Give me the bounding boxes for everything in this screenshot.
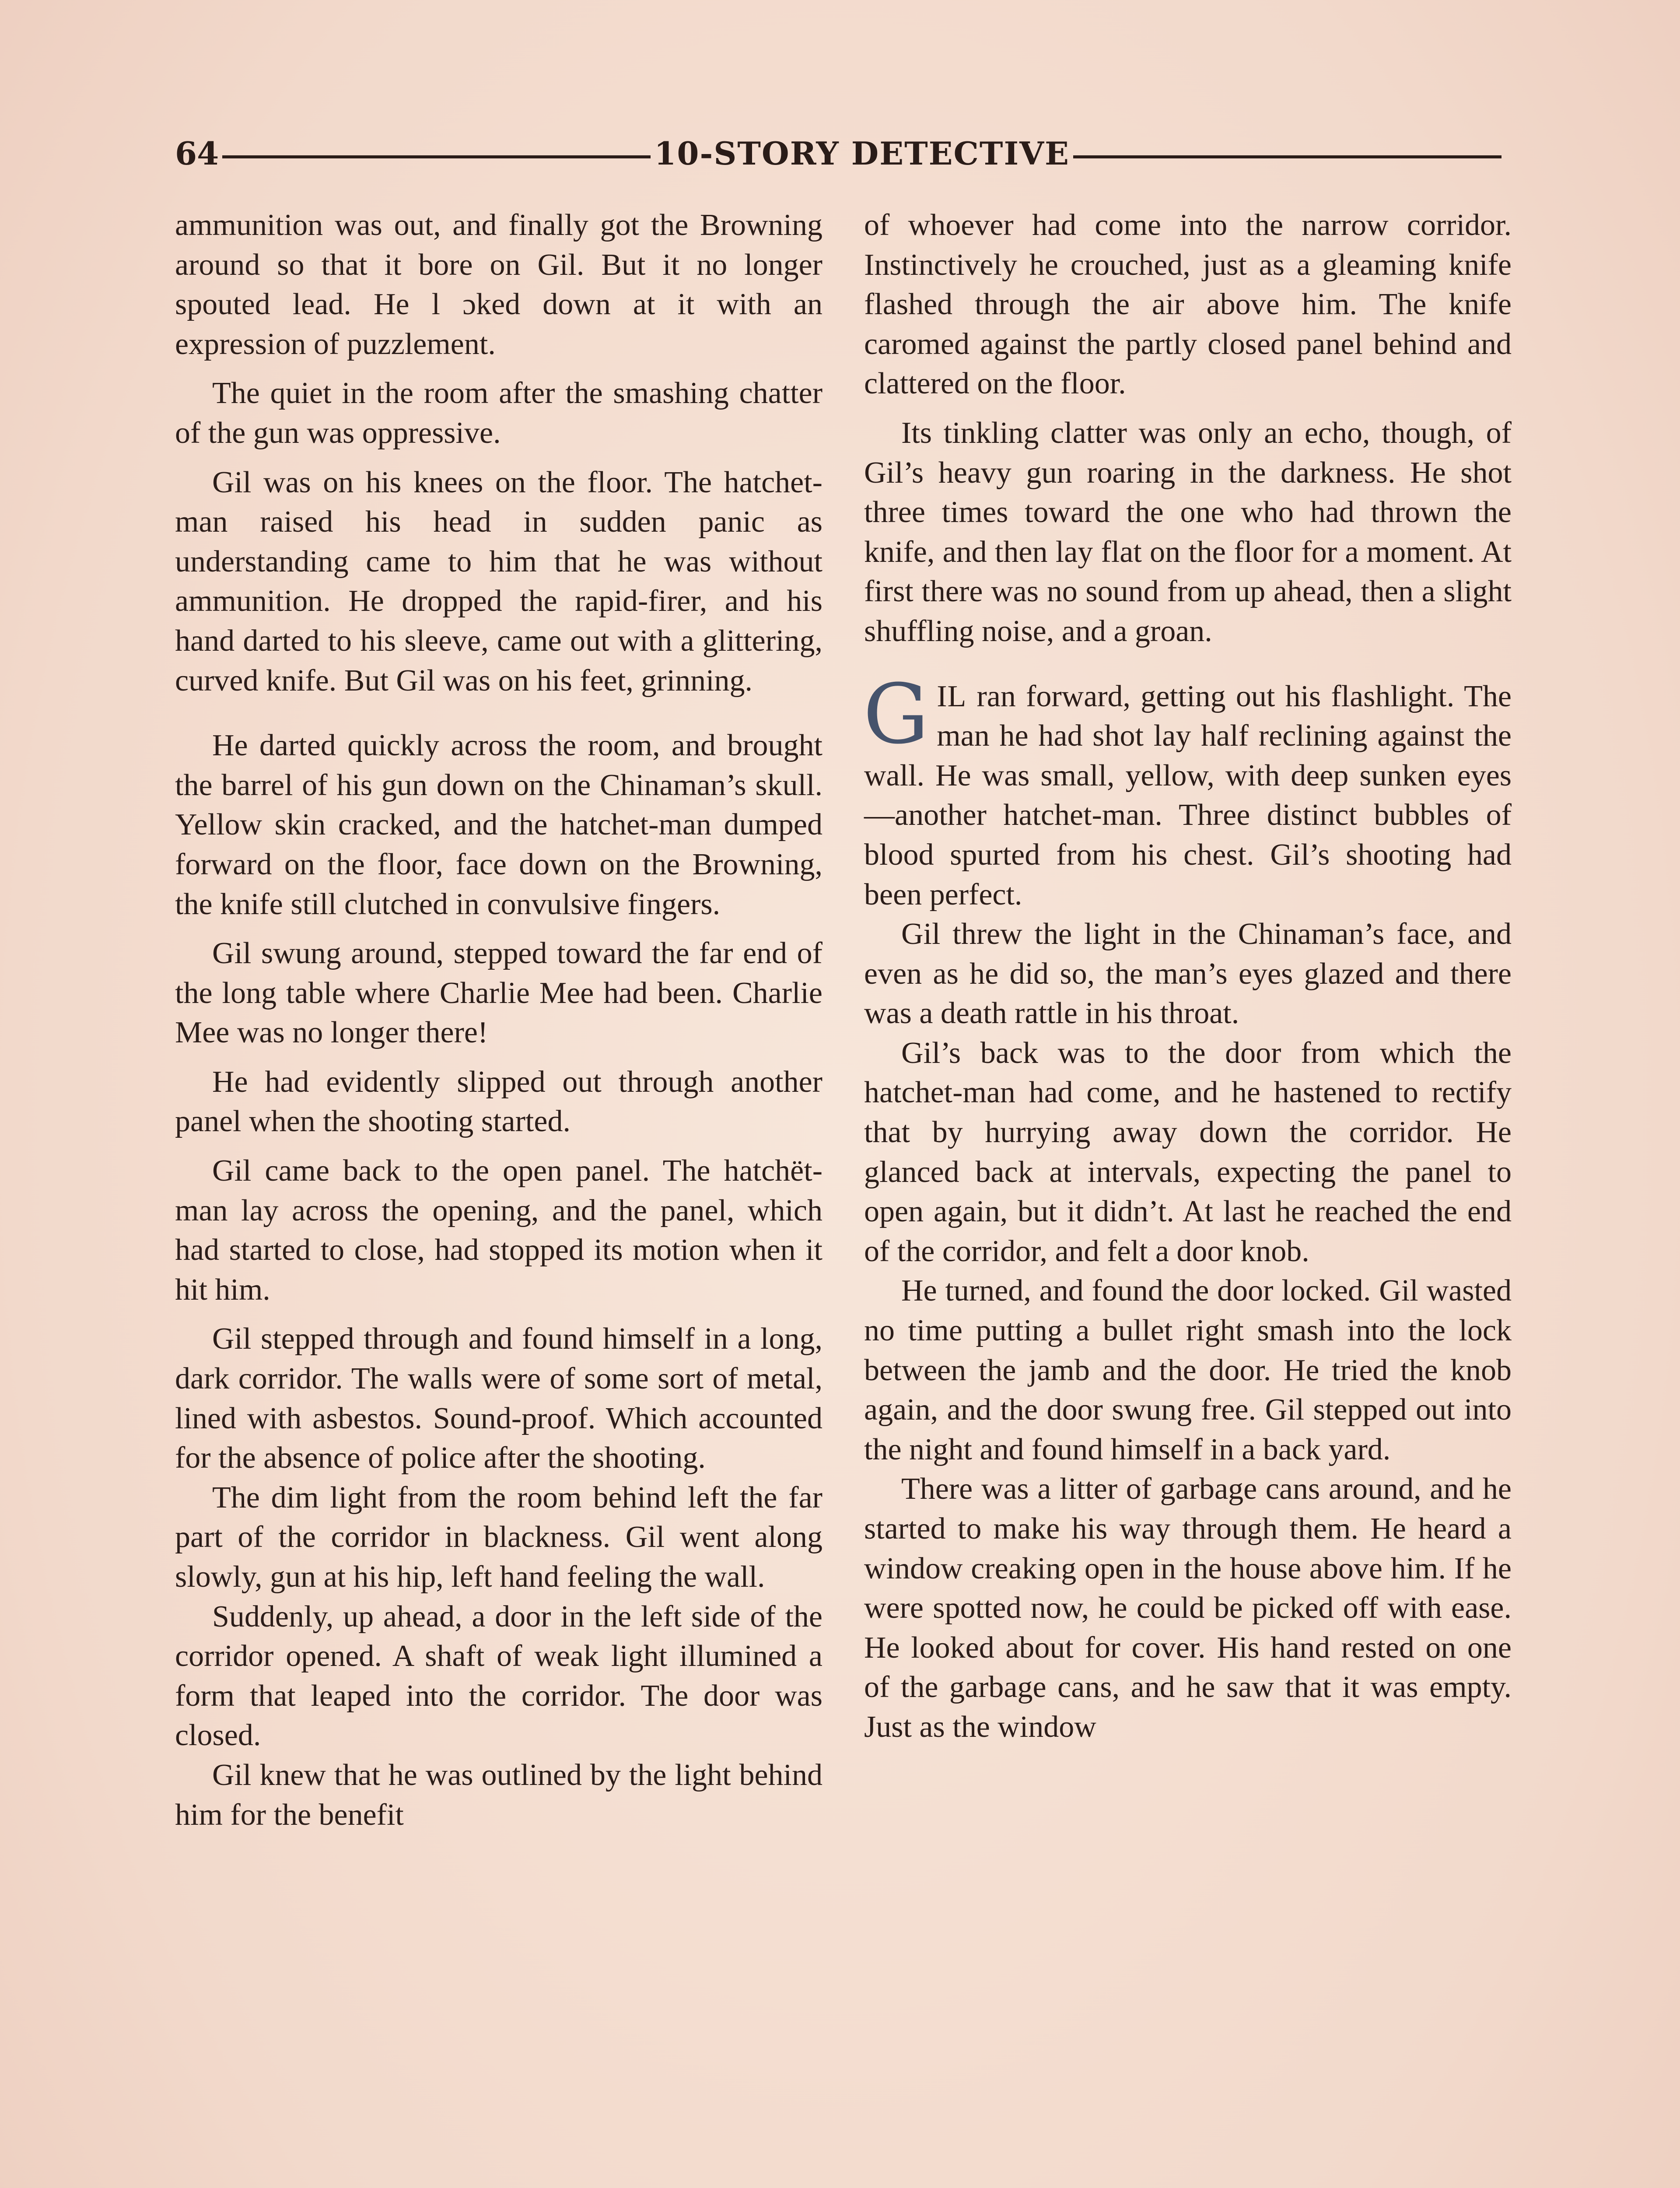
header-rule-right xyxy=(1073,155,1502,158)
section-opening-paragraph xyxy=(863,666,1512,915)
paragraph: The dim light from the room behind left the far part of the corridor in blackness. Gil went along slowly, gun at his hip, left hand feeling the wall. xyxy=(175,1480,822,1594)
paragraph: Its tinkling clatter was only an echo, though, of Gil’s heavy gun roaring in the darkness. He shot three times toward the one who had thrown the knife, and then lay flat on the floor for a moment. At first there was no sound from up ahead, then a slight shuffling noise, and a groan. xyxy=(864,416,1512,648)
header-rule-left xyxy=(222,155,651,158)
paragraph: Gil stepped through and found himself in a long, dark corridor. The walls were of some sort of metal, lined with asbestos. Sound-proof. Which accounted for the absence of police after the shooting. xyxy=(175,1322,822,1475)
left-column xyxy=(175,206,822,1835)
page-number: 64 xyxy=(175,134,219,172)
lead-caps: IL xyxy=(937,679,967,713)
paragraph: Gil swung around, stepped toward the far end of the long table where Charlie Mee had been. Charlie Mee was no longer there! xyxy=(175,936,822,1050)
paragraph: Gil came back to the open panel. The hatchët-man lay across the opening, and the panel, which had started to close, had stopped its motion when it hit him. xyxy=(175,1154,822,1307)
paragraph: ammunition was out, and finally got the Browning around so that it bore on Gil. But it no longer spouted lead. He l ɔked down at it with an expression of puzzlement. xyxy=(175,208,822,361)
paragraph: Suddenly, up ahead, a door in the left side of the corridor opened. A shaft of weak light illumined a form that leaped into the corridor. The door was closed. xyxy=(175,1599,822,1753)
paragraph: Gil threw the light in the Chinaman’s face, and even as he did so, the man’s eyes glazed and there was a death rattle in his throat. xyxy=(864,917,1512,1031)
paragraph: Gil was on his knees on the floor. The hatchet-man raised his head in sudden panic as understanding came to him that he was without ammunition. He dropped the rapid-firer, and his hand darted to his sleeve, came out with a glittering, curved knife. But Gil was on his feet, grinning. xyxy=(175,465,822,698)
paragraph: He had evidently slipped out through another panel when the shooting started. xyxy=(175,1065,822,1139)
paragraph: of whoever had come into the narrow corridor. Instinctively he crouched, just as a gleaming knife flashed through the air above him. The knife caromed against the partly closed panel behind and clattered on the floor. xyxy=(864,208,1512,401)
right-column xyxy=(864,206,1512,1747)
paragraph: He turned, and found the door locked. Gil wasted no time putting a bullet right smash into the lock between the jamb and the door. He tried the knob again, and the door swung free. Gil stepped out into the night and found himself in a back yard. xyxy=(864,1274,1512,1466)
paragraph: The quiet in the room after the smashing chatter of the gun was oppressive. xyxy=(175,376,822,450)
lead-text: ran forward, getting out his flashlight. The man he had shot lay half reclining against the wall. He was small, yellow, with deep sunken eyes—another hatchet-man. Three distinct bubbles of blood spurted from his chest. Gil’s shooting had been perfect. xyxy=(864,679,1512,912)
running-title: 10-STORY DETECTIVE xyxy=(654,134,1070,172)
paragraph: He darted quickly across the room, and brought the barrel of his gun down on the Chinaman’s skull. Yellow skin cracked, and the hatchet-man dumped forward on the floor, face down on the Browning, the knife still clutched in convulsive fingers. xyxy=(175,729,822,921)
paragraph: Gil’s back was to the door from which the hatchet-man had come, and he hastened to rectify that by hurrying away down the corridor. He glanced back at intervals, expecting the panel to open again, but it didn’t. At last he reached the end of the corridor, and felt a door knob. xyxy=(864,1036,1512,1268)
paragraph: Gil knew that he was outlined by the light behind him for the benefit xyxy=(175,1758,822,1832)
paragraph: There was a litter of garbage cans around, and he started to make his way through them. He heard a window creaking open in the house above him. If he were spotted now, he could be picked off with ease. He looked about for cover. His hand rested on one of the garbage cans, and he saw that it was empty. Just as the window xyxy=(864,1472,1512,1744)
page-header xyxy=(175,129,1505,177)
drop-cap: G xyxy=(863,666,929,762)
